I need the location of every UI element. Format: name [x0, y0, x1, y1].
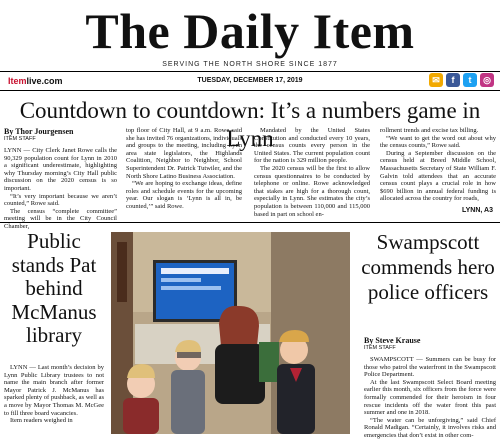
left-story-paragraph: LYNN — Last month’s decision by Lynn Public Library trustees to not name the main branch after former Mayor Patrick J. McManus has sparked plenty of pushback, as well as a move by Mayor Thomas M. McGee to fill three board vacancies. [4, 364, 104, 417]
top-divider [0, 71, 500, 72]
lead-paragraph: “We are hoping to exchange ideas, define roles and schedule events for the upcoming year. Our slogan is ‘Lynn is all in, be counted,’” said Rowe. [126, 180, 242, 210]
left-story-paragraph: Item readers weighed in [10, 417, 73, 425]
site-brand: Item [8, 76, 27, 86]
lead-paragraph: During a September discussion on the census held at Breed Middle School, Massachusetts Secretary of State William F. Galvin told attendees that an accurate census count plays a crucial role in how $690 billion in annual federal funding is allocated across the country for roads, [380, 149, 496, 203]
twitter-icon[interactable]: t [463, 73, 477, 87]
section-divider [0, 222, 500, 223]
masthead-tagline: SERVING THE NORTH SHORE SINCE 1877 [162, 61, 338, 68]
lead-column-2 [126, 127, 242, 211]
lead-paragraph: “It’s very important because we aren’t counted,” Rowe said. [4, 192, 117, 208]
lead-byline: By Thor Jourgensen [4, 127, 74, 136]
lead-photo [111, 232, 350, 434]
site-domain: live.com [26, 76, 63, 86]
right-story-byline: By Steve Krause [364, 336, 421, 345]
email-icon[interactable]: ✉ [429, 73, 443, 87]
lead-paragraph: top floor of City Hall, at 9 a.m. Rowe said she has invited 76 organizations, individuals and groups to the meeting, including Lynn area state legislators, the Highlands Coalition, Neighbor to Neighbor, School Superintendent Dr. Patrick Tutwiler, and the North Shore Latino Business Association. [126, 127, 242, 180]
lead-jump-link[interactable]: LYNN, A3 [462, 207, 493, 214]
issue-date: TUESDAY, DECEMBER 17, 2019 [197, 77, 303, 84]
right-story-body [364, 336, 496, 440]
lead-paragraph: rollment trends and excise tax billing. [380, 127, 479, 134]
left-story-body [4, 364, 104, 425]
lead-paragraph: The census “complete committee” meeting will be in the City Council Chamber, [4, 207, 117, 230]
lead-column-1 [4, 127, 117, 231]
social-links [429, 73, 494, 87]
right-story-paragraph: “The water can be unforgiving,” said Chief Ronald Madigan. “Certainly, it involves risks and emergencies that don’t exist in other com- [364, 416, 496, 439]
lead-paragraph: “We want to get the word out about why the census counts,” Rowe said. [380, 134, 496, 150]
facebook-icon[interactable]: f [446, 73, 460, 87]
right-story-headline[interactable]: Swampscott commends hero police officers [361, 230, 495, 304]
right-story-byline-role: ITEM STAFF [364, 345, 396, 351]
lead-column-3 [254, 127, 370, 218]
masthead-title: The Daily Item [85, 3, 415, 59]
instagram-icon[interactable]: ◎ [480, 73, 494, 87]
topbar-divider [0, 90, 500, 91]
family-photo-illustration [111, 232, 350, 434]
left-story-headline[interactable]: Public stands Pat behind McManus library [11, 229, 97, 347]
lead-paragraph: LYNN — City Clerk Janet Rowe calls the 90,329 population count for Lynn in 2010 a significant underestimate, highlighting why Thursday morning’s City Hall public discussion on the 2020 census is so important. [4, 147, 117, 192]
right-story-paragraph: At the last Swampscott Select Board meeting earlier this month, six officers from the force were formally commended for their heroism in four rescue incidents off the water front this past summer and one in 2018. [364, 378, 496, 417]
lead-column-4 [380, 127, 496, 203]
right-story-paragraph: SWAMPSCOTT — Summers can be busy for those who patrol the waterfront in the Swampscott Police Department. [364, 356, 496, 379]
lead-headline[interactable]: Countdown to countdown: It’s a numbers game in Lynn [19, 98, 481, 151]
lead-paragraph: Mandated by the United States Constitution and conducted every 10 years, the census counts every person in the United States. The current population count for the nation is 329 million people. [254, 127, 370, 165]
lead-byline-role: ITEM STAFF [4, 136, 36, 142]
lead-paragraph: The 2020 census will be the first to allow census questionnaires to be conducted by telephone or online. Rowe acknowledged that stakes are high for a thorough count, especially in Lynn. She estimates the city’s population is between 110,000 and 115,000 based in part on school en- [254, 164, 370, 218]
